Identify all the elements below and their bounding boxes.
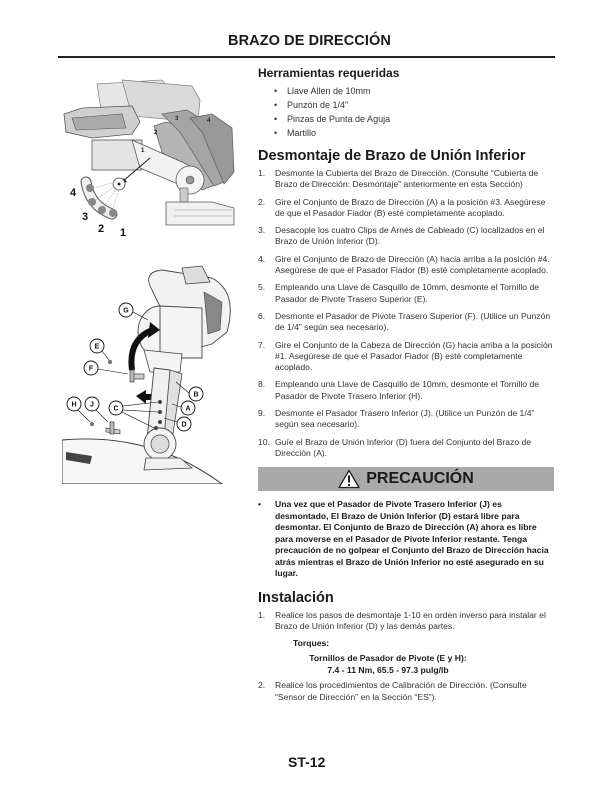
callout-j: J bbox=[90, 401, 94, 409]
detent-label-3: 3 bbox=[82, 211, 89, 223]
lower-link-arm-figure bbox=[62, 262, 252, 484]
torque-spec-title: Tornillos de Pasador de Pivote (E y H): bbox=[309, 653, 467, 664]
detent-label-1: 1 bbox=[120, 227, 127, 239]
installation-step: 2. Realice los procedimientos de Calibración de Dirección. (Consulte “Sensor de Dirección” en la Sección “ES”). bbox=[258, 680, 527, 702]
torque-spec-values: 7.4 - 11 Nm, 65.5 - 97.3 pulg/lb bbox=[327, 664, 449, 675]
removal-step: 8. Empleando una Llave de Casquillo de 10mm, desmonte el Tornillo de Pasador de Pivote Trasero Inferior (H). bbox=[258, 379, 540, 401]
position-label-4: 4 bbox=[207, 118, 211, 124]
installation-step: 1. Realice los pasos de desmontaje 1-10 en orden inverso para instalar el Brazo de Unión Inferior (D) y las demás partes. bbox=[258, 609, 546, 632]
tool-item: • Llave Allen de 10mm bbox=[274, 84, 554, 98]
callout-d: D bbox=[181, 421, 187, 429]
removal-step: 1. Desmonte la Cubierta del Brazo de Dirección. (Consulte “Cubierta de Brazo de Dirección: Desmontaje” anteriormente en esta Sección) bbox=[258, 168, 539, 190]
position-label-1: 1 bbox=[141, 148, 145, 154]
installation-steps bbox=[258, 610, 554, 633]
callout-b: B bbox=[193, 391, 199, 399]
instructions-column bbox=[258, 66, 554, 709]
removal-step: 5. Empleando una Llave de Casquillo de 10mm, desmonte el Tornillo de Pasador de Pivote Trasero Superior (E). bbox=[258, 282, 540, 304]
removal-steps bbox=[258, 168, 554, 459]
header-divider bbox=[58, 56, 555, 58]
torque-label: Torques: bbox=[293, 638, 330, 649]
page-header bbox=[0, 0, 612, 60]
caution-text: • Una vez que el Pasador de Pivote Trasero Inferior (J) es desmontado, El Brazo de Unión Inferior (D) estará libre para desmontar. El Conjunto de Brazo de Dirección (A) ahora es libre para moverse en el Pasador de Pivote Inferior restante. Tenga precaución de no golpear el Conjunto del Brazo de Dirección hacia atrás mientras el Brazo de Unión Inferior no esté asegurado en su lugar. bbox=[258, 499, 549, 579]
removal-step: 7. Gire el Conjunto de la Cabeza de Dirección (G) hacia arriba a la posición #1. Asegúrese de que el Pasador Fiador (B) esté completamente acoplado. bbox=[258, 339, 553, 373]
removal-step: 6. Desmonte el Pasador de Pivote Trasero Superior (F). (Utilice un Punzón de 1/4” según sea necesario). bbox=[258, 310, 551, 333]
installation-heading: Instalación bbox=[258, 589, 334, 606]
tool-item: • Martillo bbox=[274, 126, 554, 140]
warning-triangle-icon bbox=[338, 469, 360, 489]
callout-e: E bbox=[94, 343, 100, 351]
caution-label: PRECAUCIÓN bbox=[366, 470, 474, 488]
callout-c: C bbox=[113, 405, 119, 413]
callout-h: H bbox=[71, 401, 77, 409]
caution-banner bbox=[258, 467, 554, 491]
removal-step: 4. Gire el Conjunto de Brazo de Dirección (A) hacia arriba a la posición #4. Asegúrese de que el Pasador Fiador (B) esté completamente acoplado. bbox=[258, 253, 550, 276]
tools-list bbox=[258, 84, 554, 140]
detent-label-4: 4 bbox=[70, 187, 77, 199]
page-title: BRAZO DE DIRECCIÓN bbox=[228, 33, 391, 49]
removal-step: 2. Gire el Conjunto de Brazo de Dirección (A) a la posición #3. Asegúrese de que el Pasador Fiador (B) esté completamente acoplado. bbox=[258, 196, 546, 218]
tool-item: • Punzón de 1/4" bbox=[274, 98, 554, 112]
detent-label-2: 2 bbox=[98, 223, 105, 235]
callout-g: G bbox=[123, 307, 129, 315]
steering-arm-positions-figure bbox=[62, 72, 252, 252]
removal-step: 3. Desacople los cuatro Clips de Arnés de Cableado (C) localizados en el Brazo de Unión Inferior (D). bbox=[258, 225, 545, 247]
position-label-3: 3 bbox=[175, 116, 179, 122]
callout-a: A bbox=[185, 405, 191, 413]
tools-heading: Herramientas requeridas bbox=[258, 66, 400, 80]
removal-step: 10. Guíe el Brazo de Unión Inferior (D) fuera del Conjunto del Brazo de Dirección (A). bbox=[258, 436, 532, 458]
tool-item: • Pinzas de Punta de Aguja bbox=[274, 112, 554, 126]
callout-f: F bbox=[88, 365, 94, 373]
page-number: ST-12 bbox=[288, 754, 326, 770]
removal-heading: Desmontaje de Brazo de Unión Inferior bbox=[258, 148, 526, 164]
removal-step: 9. Desmonte el Pasador Trasero Inferior (J). (Utilice un Punzón de 1/4” según sea necesario). bbox=[258, 408, 535, 430]
installation-steps-continued bbox=[258, 680, 554, 703]
position-label-2: 2 bbox=[154, 130, 158, 136]
